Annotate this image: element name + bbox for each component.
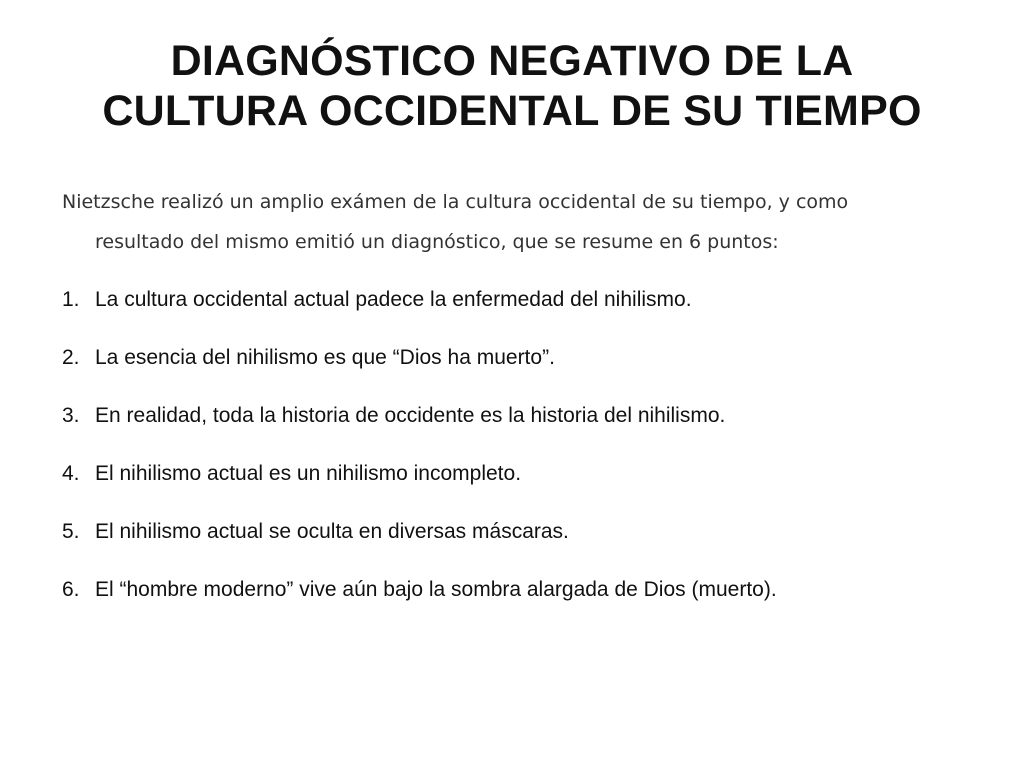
intro-line-1: Nietzsche realizó un amplio exámen de la cultura occidental de su tiempo, y como xyxy=(62,191,849,213)
list-item-text: En realidad, toda la historia de occidente es la historia del nihilismo. xyxy=(95,404,726,427)
list-item-number: 5. xyxy=(62,520,80,543)
list-item-text: El nihilismo actual es un nihilismo incompleto. xyxy=(95,462,522,485)
diagnosis-list xyxy=(62,281,982,629)
list-item xyxy=(62,281,982,339)
list-item xyxy=(62,455,982,513)
list-item xyxy=(62,397,982,455)
list-item-text: El nihilismo actual se oculta en diversas máscaras. xyxy=(95,520,569,543)
intro-paragraph xyxy=(62,182,962,262)
list-item-text: El “hombre moderno” vive aún bajo la sombra alargada de Dios (muerto). xyxy=(95,578,777,601)
list-item-number: 2. xyxy=(62,346,80,369)
intro-line-2: resultado del mismo emitió un diagnóstico, que se resume en 6 puntos: xyxy=(95,231,779,253)
slide-title xyxy=(40,36,984,136)
list-item xyxy=(62,571,982,629)
list-item-number: 3. xyxy=(62,404,80,427)
list-item-text: La esencia del nihilismo es que “Dios ha muerto”. xyxy=(95,346,555,369)
list-item-number: 4. xyxy=(62,462,80,485)
slide-title-line-1: DIAGNÓSTICO NEGATIVO DE LA xyxy=(170,37,854,85)
list-item xyxy=(62,513,982,571)
list-item-text: La cultura occidental actual padece la enfermedad del nihilismo. xyxy=(95,288,692,311)
list-item-number: 6. xyxy=(62,578,80,601)
list-item xyxy=(62,339,982,397)
slide-title-line-2: CULTURA OCCIDENTAL DE SU TIEMPO xyxy=(102,87,922,135)
list-item-number: 1. xyxy=(62,288,80,311)
